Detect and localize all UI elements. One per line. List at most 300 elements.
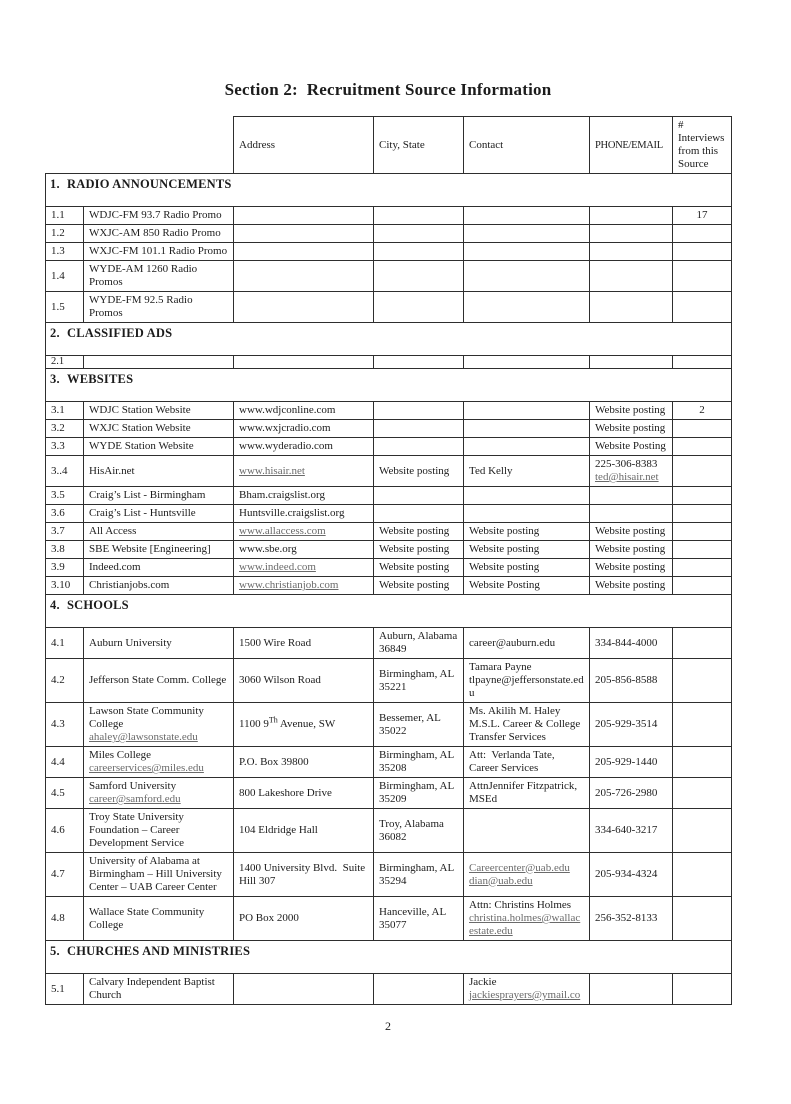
cell-text bbox=[469, 976, 584, 989]
text-run: www.wdjconline.com bbox=[239, 404, 336, 416]
interview-count: 17 bbox=[696, 209, 708, 221]
cell-text bbox=[595, 525, 667, 538]
contact-cell bbox=[464, 261, 590, 292]
address-cell bbox=[234, 559, 374, 577]
city-state-cell bbox=[374, 402, 464, 420]
cell-text bbox=[379, 780, 458, 806]
table-body bbox=[46, 174, 732, 1005]
source-name-cell bbox=[84, 577, 234, 595]
cell-text bbox=[239, 862, 368, 888]
cell-text bbox=[239, 543, 368, 556]
table-row bbox=[46, 703, 732, 747]
address-cell bbox=[234, 420, 374, 438]
cell-text bbox=[239, 756, 368, 769]
city-state-cell bbox=[374, 505, 464, 523]
address-cell bbox=[234, 747, 374, 778]
link-text[interactable] bbox=[239, 465, 368, 478]
interviews-cell bbox=[673, 243, 732, 261]
source-name-cell bbox=[84, 261, 234, 292]
row-number: 4.6 bbox=[51, 824, 65, 836]
cell-text bbox=[469, 525, 584, 538]
contact-cell bbox=[464, 420, 590, 438]
text-run: Troy, Alabama 36082 bbox=[379, 817, 444, 843]
source-name-cell bbox=[84, 809, 234, 853]
interviews-cell bbox=[673, 438, 732, 456]
phone-email-cell bbox=[590, 897, 673, 941]
section-header-row bbox=[46, 595, 732, 628]
city-state-cell bbox=[374, 778, 464, 809]
row-number-cell bbox=[46, 356, 84, 369]
address-cell bbox=[234, 402, 374, 420]
text-run: Website posting bbox=[595, 543, 666, 555]
table-row bbox=[46, 438, 732, 456]
interviews-cell bbox=[673, 356, 732, 369]
row-number-cell bbox=[46, 809, 84, 853]
text-run: 104 Eldridge Hall bbox=[239, 824, 318, 836]
interviews-cell bbox=[673, 402, 732, 420]
cell-text bbox=[595, 637, 667, 650]
cell-text bbox=[379, 543, 458, 556]
cell-text bbox=[379, 579, 458, 592]
address-cell bbox=[234, 577, 374, 595]
contact-cell bbox=[464, 207, 590, 225]
table-row bbox=[46, 974, 732, 1005]
table-row bbox=[46, 628, 732, 659]
contact-cell bbox=[464, 809, 590, 853]
text-run: Website posting bbox=[379, 464, 450, 477]
row-number-cell bbox=[46, 577, 84, 595]
source-name-cell bbox=[84, 853, 234, 897]
text-run: Website posting bbox=[469, 543, 540, 555]
phone-email-cell bbox=[590, 974, 673, 1005]
header-city-state: City, State bbox=[374, 117, 464, 174]
row-number: 4.2 bbox=[51, 674, 65, 686]
text-run: Lawson State Community College bbox=[89, 705, 204, 730]
row-number-cell bbox=[46, 207, 84, 225]
text-run: www.hisair.net bbox=[239, 464, 305, 477]
contact-cell bbox=[464, 456, 590, 487]
phone-email-cell bbox=[590, 628, 673, 659]
text-run: Birmingham, AL 35294 bbox=[379, 861, 454, 887]
table-row bbox=[46, 577, 732, 595]
row-number-cell bbox=[46, 778, 84, 809]
text-run: Indeed.com bbox=[89, 561, 141, 573]
city-state-cell bbox=[374, 577, 464, 595]
cell-text bbox=[239, 404, 368, 417]
contact-cell bbox=[464, 356, 590, 369]
cell-text bbox=[89, 811, 228, 850]
cell-text bbox=[89, 294, 228, 320]
interviews-cell bbox=[673, 456, 732, 487]
cell-text bbox=[595, 458, 667, 471]
section-number: 3. bbox=[50, 372, 60, 386]
text-run: HisAir.net bbox=[89, 464, 135, 477]
address-cell bbox=[234, 207, 374, 225]
text-run: Avenue, SW bbox=[277, 718, 336, 730]
cell-text bbox=[469, 780, 584, 806]
section-title-cell bbox=[46, 174, 732, 207]
text-run: 1100 9 bbox=[239, 718, 269, 730]
row-number-cell bbox=[46, 225, 84, 243]
text-run: dian@uab.edu bbox=[469, 874, 533, 887]
row-number: 1.3 bbox=[51, 245, 65, 257]
link-text[interactable] bbox=[239, 525, 368, 538]
section-title-cell bbox=[46, 941, 732, 974]
cell-text bbox=[89, 637, 228, 650]
address-cell bbox=[234, 438, 374, 456]
text-run: PO Box 2000 bbox=[239, 912, 299, 924]
phone-email-cell bbox=[590, 703, 673, 747]
interviews-cell bbox=[673, 628, 732, 659]
cell-text bbox=[469, 465, 584, 478]
cell-text bbox=[89, 906, 228, 932]
source-name-cell bbox=[84, 659, 234, 703]
row-number-cell bbox=[46, 243, 84, 261]
source-name-cell bbox=[84, 559, 234, 577]
interviews-cell bbox=[673, 659, 732, 703]
cell-text bbox=[469, 637, 584, 650]
text-run: Christianjobs.com bbox=[89, 579, 170, 591]
text-run: careerservices@miles.edu bbox=[89, 762, 204, 774]
city-state-cell bbox=[374, 974, 464, 1005]
header-contact: Contact bbox=[464, 117, 590, 174]
interviews-cell bbox=[673, 292, 732, 323]
cell-text bbox=[469, 674, 584, 700]
text-run: 225-306-8383 bbox=[595, 458, 658, 470]
cell-text bbox=[89, 780, 228, 793]
text-run: www.wxjcradio.com bbox=[239, 422, 331, 434]
text-run: Tamara Payne bbox=[469, 661, 532, 673]
link-text[interactable] bbox=[89, 762, 228, 775]
phone-email-cell bbox=[590, 243, 673, 261]
text-run: www.wyderadio.com bbox=[239, 440, 333, 452]
link-text[interactable] bbox=[595, 471, 667, 484]
text-run: career@samford.edu bbox=[89, 793, 181, 805]
interviews-cell bbox=[673, 487, 732, 505]
contact-cell bbox=[464, 974, 590, 1005]
text-run: WYDE Station Website bbox=[89, 440, 194, 452]
text-run: Craig’s List - Birmingham bbox=[89, 489, 206, 501]
text-run: Website posting bbox=[379, 525, 450, 537]
interviews-cell bbox=[673, 505, 732, 523]
text-run: Website posting bbox=[379, 579, 450, 591]
link-text[interactable] bbox=[469, 989, 584, 1002]
section-header-row bbox=[46, 369, 732, 402]
text-run: Hanceville, AL 35077 bbox=[379, 905, 446, 931]
text-run: Careercenter@uab.edu bbox=[469, 861, 570, 874]
link-text[interactable] bbox=[469, 875, 584, 888]
section-header-row bbox=[46, 323, 732, 356]
contact-cell bbox=[464, 541, 590, 559]
contact-cell bbox=[464, 747, 590, 778]
cell-text bbox=[595, 868, 667, 881]
text-run: Website posting bbox=[379, 543, 450, 555]
cell-text bbox=[239, 674, 368, 687]
link-text[interactable] bbox=[89, 731, 228, 744]
city-state-cell bbox=[374, 853, 464, 897]
cell-text bbox=[379, 561, 458, 574]
row-number: 3.6 bbox=[51, 507, 65, 519]
city-state-cell bbox=[374, 628, 464, 659]
text-run: career@auburn.edu bbox=[469, 636, 556, 649]
row-number-cell bbox=[46, 897, 84, 941]
cell-text bbox=[595, 440, 667, 453]
source-name-cell bbox=[84, 897, 234, 941]
phone-email-cell bbox=[590, 853, 673, 897]
phone-email-cell bbox=[590, 420, 673, 438]
text-run: WXJC-AM 850 Radio Promo bbox=[89, 227, 221, 239]
section-title-cell bbox=[46, 323, 732, 356]
address-cell bbox=[234, 487, 374, 505]
table-row bbox=[46, 897, 732, 941]
section-header-row bbox=[46, 941, 732, 974]
interviews-cell bbox=[673, 809, 732, 853]
cell-text bbox=[239, 489, 368, 502]
row-number: 3.7 bbox=[51, 525, 65, 537]
text-run: Website posting bbox=[379, 561, 450, 573]
cell-text bbox=[469, 661, 584, 674]
cell-text bbox=[89, 525, 228, 538]
row-number: 4.7 bbox=[51, 868, 65, 880]
contact-cell bbox=[464, 523, 590, 541]
text-run: AttnJennifer Fitzpatrick, MSEd bbox=[469, 780, 578, 805]
interviews-cell bbox=[673, 559, 732, 577]
phone-email-cell bbox=[590, 577, 673, 595]
page-title: Section 2: Recruitment Source Information bbox=[224, 80, 552, 99]
text-run: Calvary Independent Baptist Church bbox=[89, 976, 215, 1001]
text-run: tlpayne@jeffersonstate.edu bbox=[469, 674, 584, 699]
text-run: www.sbe.org bbox=[239, 543, 297, 555]
address-cell bbox=[234, 356, 374, 369]
address-cell bbox=[234, 853, 374, 897]
city-state-cell bbox=[374, 243, 464, 261]
link-text[interactable] bbox=[469, 912, 584, 938]
city-state-cell bbox=[374, 703, 464, 747]
text-run: Miles College bbox=[89, 749, 152, 761]
cell-text bbox=[379, 465, 458, 478]
row-number: 3.3 bbox=[51, 440, 65, 452]
address-cell bbox=[234, 243, 374, 261]
row-number: 3..4 bbox=[51, 464, 68, 477]
text-run: WYDE-FM 92.5 Radio Promos bbox=[89, 294, 193, 319]
text-run: Website posting bbox=[595, 579, 666, 591]
link-text[interactable] bbox=[239, 561, 368, 574]
address-cell bbox=[234, 292, 374, 323]
text-run: M.S.L. Career & College Transfer Services bbox=[469, 718, 581, 743]
text-run: WYDE-AM 1260 Radio Promos bbox=[89, 263, 198, 288]
table-row bbox=[46, 559, 732, 577]
text-run: 205-929-3514 bbox=[595, 718, 658, 730]
cell-text bbox=[469, 579, 584, 592]
cell-text bbox=[379, 630, 458, 656]
phone-email-cell bbox=[590, 659, 673, 703]
cell-text bbox=[239, 440, 368, 453]
city-state-cell bbox=[374, 659, 464, 703]
contact-cell bbox=[464, 577, 590, 595]
phone-email-cell bbox=[590, 778, 673, 809]
text-run: 334-844-4000 bbox=[595, 636, 658, 649]
cell-text bbox=[379, 749, 458, 775]
source-name-cell bbox=[84, 487, 234, 505]
contact-cell bbox=[464, 559, 590, 577]
cell-text bbox=[469, 749, 584, 775]
table-row bbox=[46, 456, 732, 487]
cell-text bbox=[89, 749, 228, 762]
address-cell bbox=[234, 809, 374, 853]
text-run: WDJC Station Website bbox=[89, 404, 191, 416]
cell-text bbox=[379, 712, 458, 738]
phone-email-cell bbox=[590, 438, 673, 456]
text-run: Ted Kelly bbox=[469, 464, 513, 477]
cell-text bbox=[239, 422, 368, 435]
text-run: Ms. Akilih M. Haley bbox=[469, 705, 561, 717]
text-run: 205-856-8588 bbox=[595, 674, 658, 686]
text-run: Website posting bbox=[595, 561, 666, 573]
row-number-cell bbox=[46, 703, 84, 747]
text-run: SBE Website [Engineering] bbox=[89, 543, 211, 555]
text-run: P.O. Box 39800 bbox=[239, 755, 309, 768]
cell-text bbox=[89, 245, 228, 258]
address-cell bbox=[234, 974, 374, 1005]
row-number-cell bbox=[46, 402, 84, 420]
section-title: RADIO ANNOUNCEMENTS bbox=[67, 177, 232, 191]
interviews-cell bbox=[673, 703, 732, 747]
cell-text bbox=[379, 525, 458, 538]
text-run: All Access bbox=[89, 525, 137, 537]
interviews-cell bbox=[673, 577, 732, 595]
cell-text bbox=[379, 818, 458, 844]
cell-text bbox=[89, 263, 228, 289]
phone-email-cell bbox=[590, 505, 673, 523]
table-row bbox=[46, 809, 732, 853]
text-run: jackiesprayers@ymail.co bbox=[469, 989, 581, 1001]
contact-cell bbox=[464, 778, 590, 809]
phone-email-cell bbox=[590, 225, 673, 243]
text-run: 1400 University Blvd. Suite Hill 307 bbox=[239, 861, 366, 887]
cell-text bbox=[595, 912, 667, 925]
row-number-cell bbox=[46, 487, 84, 505]
address-cell bbox=[234, 703, 374, 747]
link-text[interactable] bbox=[89, 793, 228, 806]
row-number: 3.2 bbox=[51, 422, 65, 434]
cell-text bbox=[89, 543, 228, 556]
phone-email-cell bbox=[590, 809, 673, 853]
table-row bbox=[46, 747, 732, 778]
table-row bbox=[46, 659, 732, 703]
table-row bbox=[46, 261, 732, 292]
text-run: www.christianjob.com bbox=[239, 579, 339, 591]
cell-text bbox=[89, 422, 228, 435]
phone-email-cell bbox=[590, 292, 673, 323]
link-text[interactable] bbox=[239, 579, 368, 592]
cell-text bbox=[595, 824, 667, 837]
table-row bbox=[46, 292, 732, 323]
section-number: 2. bbox=[50, 326, 60, 340]
city-state-cell bbox=[374, 809, 464, 853]
row-number: 5.1 bbox=[51, 982, 65, 995]
cell-text bbox=[239, 507, 368, 520]
row-number: 4.1 bbox=[51, 636, 65, 649]
phone-email-cell bbox=[590, 402, 673, 420]
contact-cell bbox=[464, 292, 590, 323]
text-run: 205-929-1440 bbox=[595, 755, 658, 768]
source-name-cell bbox=[84, 243, 234, 261]
city-state-cell bbox=[374, 261, 464, 292]
row-number: 1.5 bbox=[51, 300, 65, 313]
link-text[interactable] bbox=[469, 862, 584, 875]
section-title: WEBSITES bbox=[67, 372, 134, 386]
source-name-cell bbox=[84, 420, 234, 438]
cell-text bbox=[239, 787, 368, 800]
source-name-cell bbox=[84, 703, 234, 747]
cell-text bbox=[595, 404, 667, 417]
row-number-cell bbox=[46, 505, 84, 523]
header-phone-email: PHONE/EMAIL bbox=[590, 117, 673, 174]
cell-text bbox=[239, 715, 368, 731]
source-name-cell bbox=[84, 292, 234, 323]
contact-cell bbox=[464, 487, 590, 505]
cell-text bbox=[89, 465, 228, 478]
address-cell bbox=[234, 505, 374, 523]
phone-email-cell bbox=[590, 487, 673, 505]
phone-email-cell bbox=[590, 523, 673, 541]
text-run: Website posting bbox=[595, 404, 666, 416]
row-number-cell bbox=[46, 853, 84, 897]
text-run: Website posting bbox=[469, 525, 540, 537]
cell-text bbox=[89, 489, 228, 502]
contact-cell bbox=[464, 703, 590, 747]
source-name-cell bbox=[84, 505, 234, 523]
text-run: Auburn University bbox=[89, 636, 172, 649]
cell-text bbox=[595, 543, 667, 556]
contact-cell bbox=[464, 628, 590, 659]
cell-text bbox=[469, 543, 584, 556]
section-header-row bbox=[46, 174, 732, 207]
text-run: Bham.craigslist.org bbox=[239, 489, 325, 501]
table-row bbox=[46, 402, 732, 420]
cell-text bbox=[379, 862, 458, 888]
address-cell bbox=[234, 659, 374, 703]
text-run: 3060 Wilson Road bbox=[239, 674, 321, 686]
address-cell bbox=[234, 523, 374, 541]
contact-cell bbox=[464, 659, 590, 703]
table-row bbox=[46, 523, 732, 541]
phone-email-cell bbox=[590, 747, 673, 778]
section-title: SCHOOLS bbox=[67, 598, 129, 612]
cell-text bbox=[239, 912, 368, 925]
row-number-cell bbox=[46, 747, 84, 778]
text-run: Website Posting bbox=[595, 440, 666, 452]
address-cell bbox=[234, 456, 374, 487]
table-row bbox=[46, 487, 732, 505]
address-cell bbox=[234, 541, 374, 559]
row-number: 3.5 bbox=[51, 489, 65, 501]
cell-text bbox=[89, 674, 228, 687]
contact-cell bbox=[464, 225, 590, 243]
row-number-cell bbox=[46, 541, 84, 559]
source-name-cell bbox=[84, 628, 234, 659]
table-row bbox=[46, 541, 732, 559]
address-cell bbox=[234, 628, 374, 659]
interview-count: 2 bbox=[699, 404, 705, 416]
cell-text bbox=[89, 855, 228, 894]
cell-text bbox=[595, 787, 667, 800]
row-number-cell bbox=[46, 628, 84, 659]
text-run: 205-726-2980 bbox=[595, 786, 658, 799]
phone-email-cell bbox=[590, 456, 673, 487]
table-row bbox=[46, 243, 732, 261]
source-name-cell bbox=[84, 356, 234, 369]
